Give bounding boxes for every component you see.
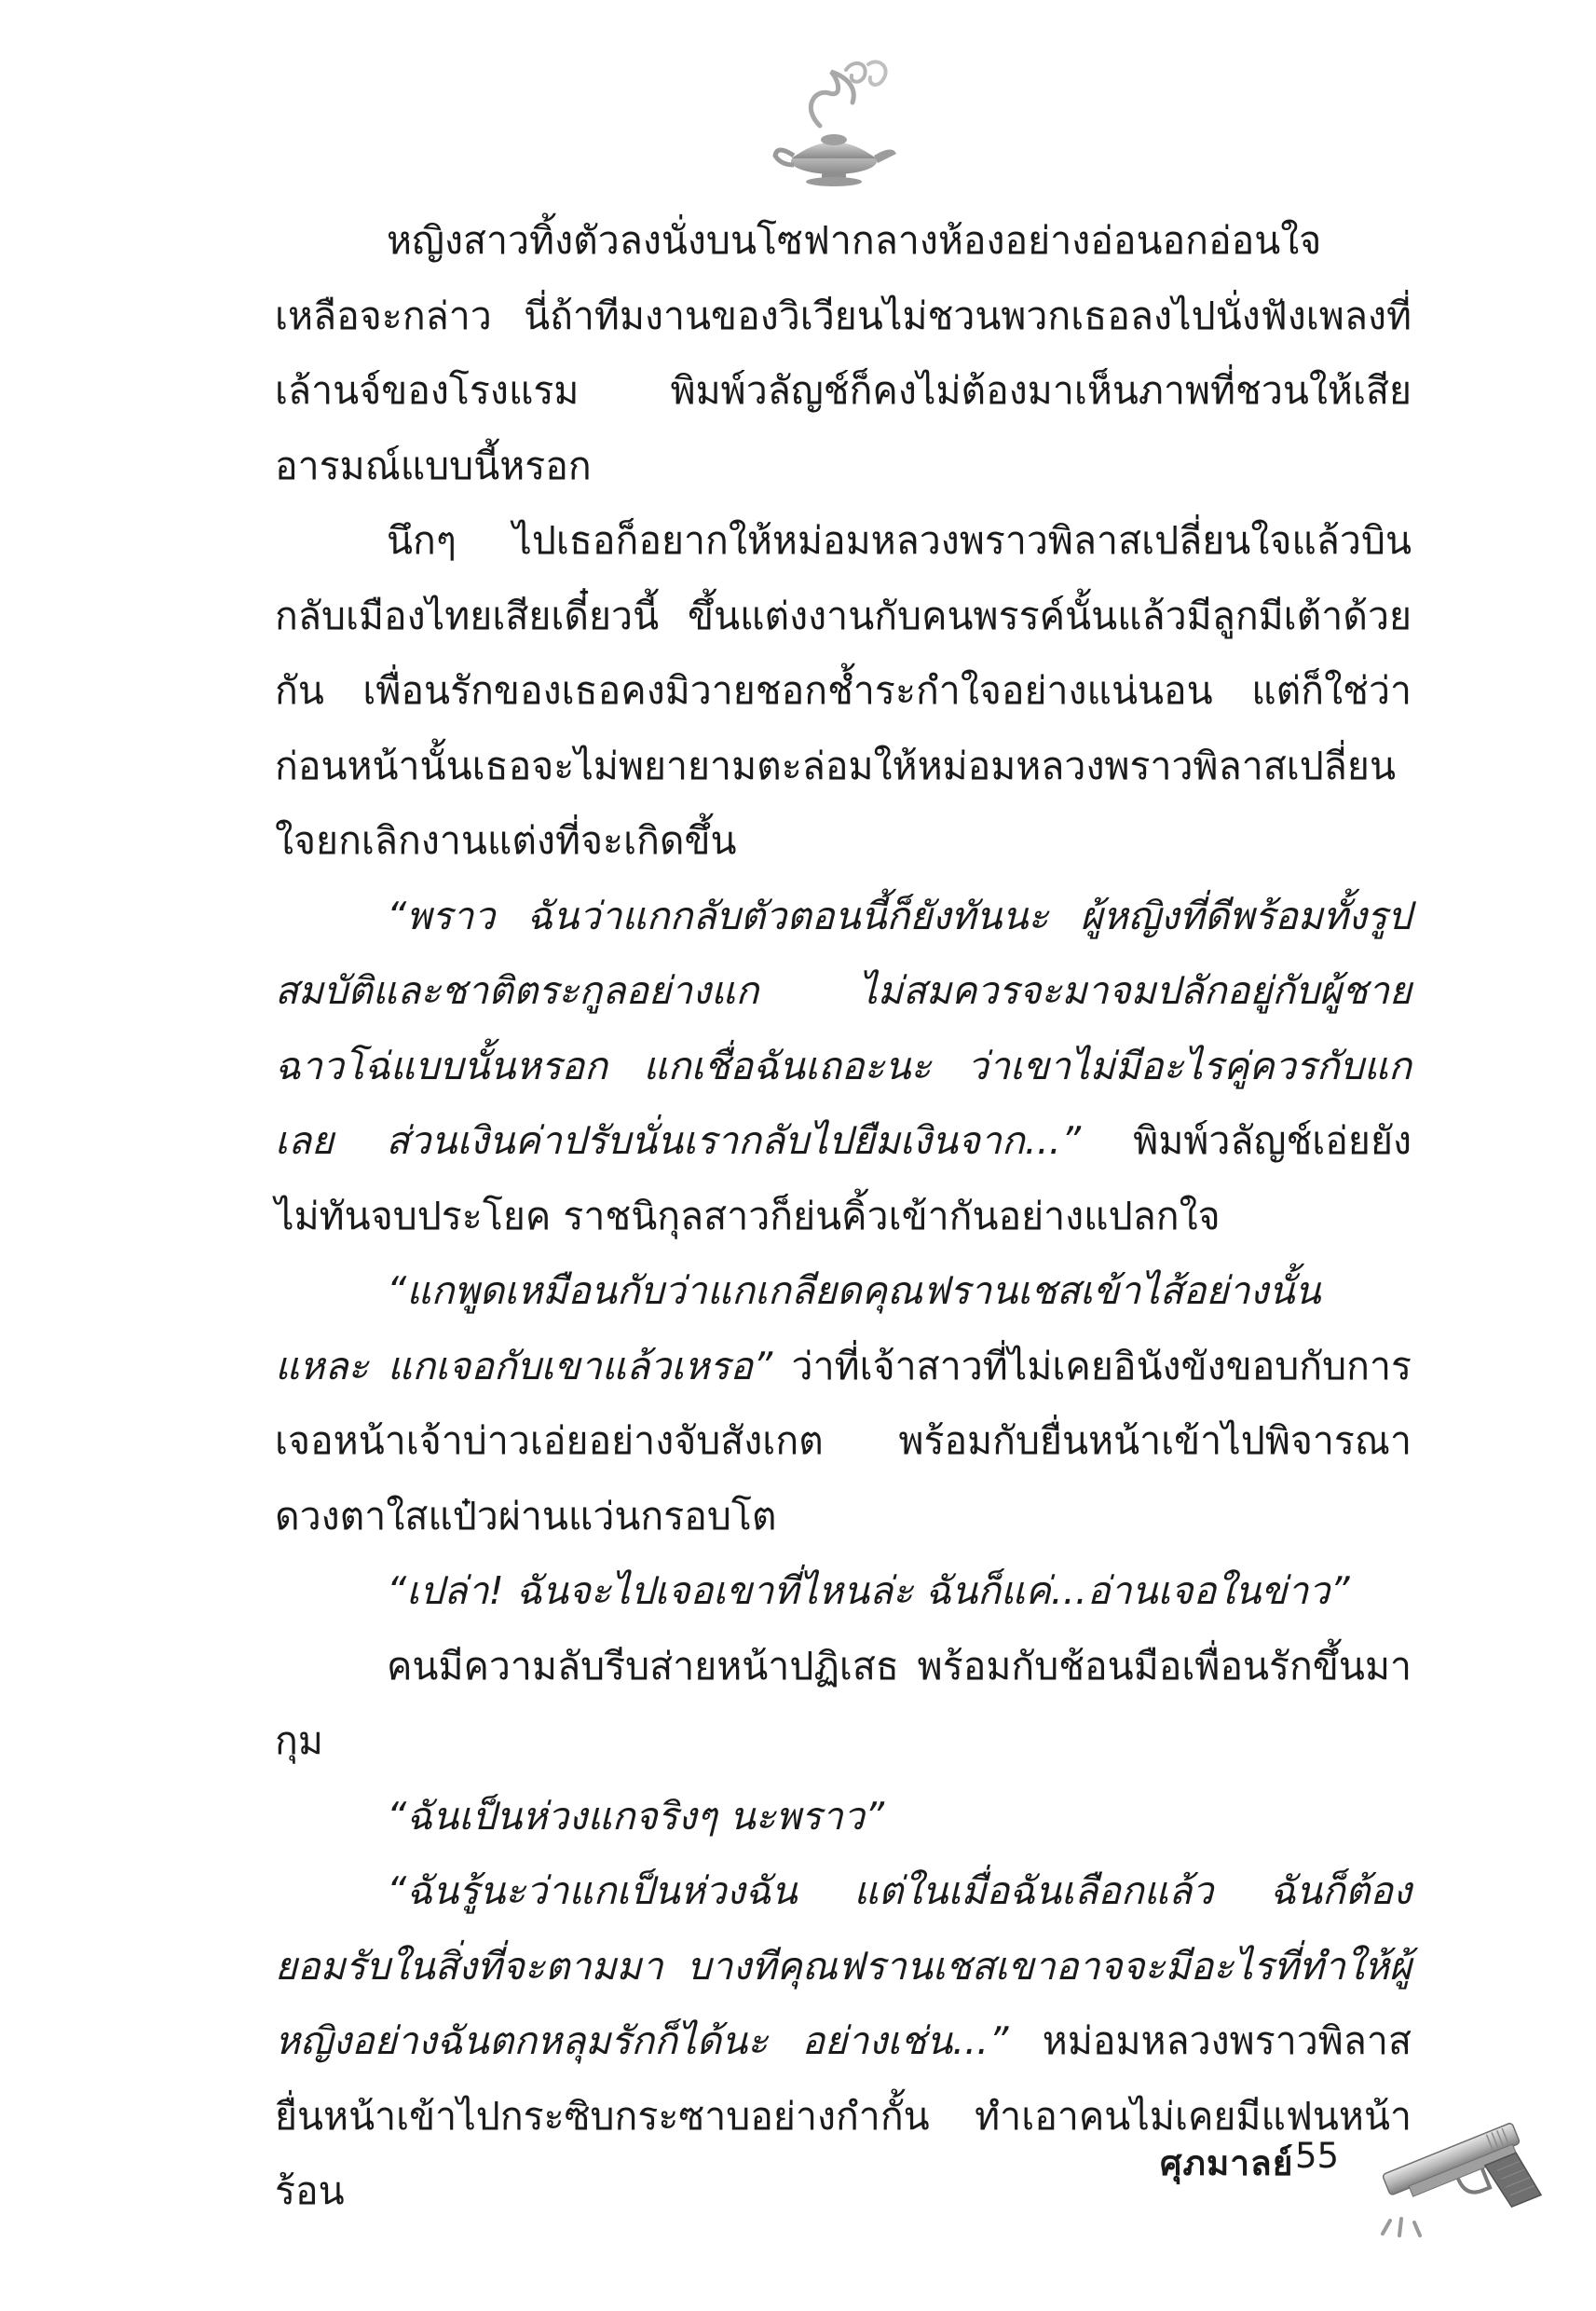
- dialogue-text: “แกพูดเหมือนกับว่าแกเกลียดคุณฟรานเชสเข้าไส้อย่างนั้นแหละ แกเจอกับเขาแล้วเหรอ”: [275, 1268, 1321, 1388]
- paragraph: [275, 1629, 1412, 1779]
- genie-lamp-ornament-icon: [764, 51, 904, 191]
- dialogue-text: “เปล่า! ฉันจะไปเจอเขาที่ไหนล่ะ ฉันก็แค่...อ่านเจอในข่าว”: [387, 1568, 1350, 1613]
- page-number: 55: [1295, 2136, 1340, 2176]
- narration-text: คนมีความลับรีบส่ายหน้าปฏิเสธ พร้อมกับช้อนมือเพื่อนรักขึ้นมากุม: [275, 1643, 1412, 1763]
- narration-text: ว่าที่เจ้าสาวที่ไม่เคยอินังขังขอบกับการเจอหน้าเจ้าบ่าวเอ่ยอย่างจับสังเกต พร้อมกับยื่นหน้าเข้าไปพิจารณาดวงตาใสแป๋วผ่านแว่นกรอบโต: [275, 1343, 1412, 1538]
- paragraph: [275, 1253, 1412, 1553]
- paragraph: [275, 1779, 1412, 1854]
- narration-text: หญิงสาวทิ้งตัวลงนั่งบนโซฟากลางห้องอย่างอ่อนอกอ่อนใจ เหลือจะกล่าว นี่ถ้าทีมงานของวิเวียนไม่ชวนพวกเธอลงไปนั่งฟังเพลงที่เล้านจ์ของโรงแรม พิมพ์วลัญช์ก็คงไม่ต้องมาเห็นภาพที่ชวนให้เสียอารมณ์แบบนี้หรอก: [275, 218, 1412, 488]
- footer-author: ศุภมาลย์: [1160, 2143, 1294, 2183]
- dialogue-text: “ฉันเป็นห่วงแกจริงๆ นะพราว”: [387, 1793, 885, 1839]
- body-text: [275, 203, 1412, 2229]
- narration-text: พิมพ์วลัญช์เอ่ยยังไม่ทันจบประโยค ราชนิกุลสาวก็ย่นคิ้วเข้ากันอย่างแปลกใจ: [275, 1118, 1412, 1238]
- paragraph: [275, 203, 1412, 503]
- narration-text: หม่อมหลวงพราวพิลาสยื่นหน้าเข้าไปกระซิบกระซาบอย่างกำกั้น ทำเอาคนไม่เคยมีแฟนหน้าร้อน: [275, 2018, 1412, 2213]
- paragraph: [275, 879, 1412, 1254]
- narration-text: นึกๆ ไปเธอก็อยากให้หม่อมหลวงพราวพิลาสเปลี่ยนใจแล้วบินกลับเมืองไทยเสียเดี๋ยวนี้ ขึ้นแต่งงานกับคนพรรค์นั้นแล้วมีลูกมีเต้าด้วยกัน เพื่อนรักของเธอคงมิวายชอกช้ำระกำใจอย่างแน่นอน แต่ก็ใช่ว่าก่อนหน้านั้นเธอจะไม่พยายามตะล่อมให้หม่อมหลวงพราวพิลาสเปลี่ยนใจยกเลิกงานแต่งที่จะเกิดขึ้น: [275, 518, 1412, 863]
- pistol-icon: [1370, 2101, 1547, 2241]
- paragraph: [275, 1553, 1412, 1629]
- dialogue-text: “พราว ฉันว่าแกกลับตัวตอนนี้ก็ยังทันนะ ผู้หญิงที่ดีพร้อมทั้งรูปสมบัติและชาติตระกูลอย่างแก ไม่สมควรจะมาจมปลักอยู่กับผู้ชายฉาวโฉ่แบบนั้นหรอก แกเชื่อฉันเถอะนะ ว่าเขาไม่มีอะไรคู่ควรกับแกเลย ส่วนเงินค่าปรับนั่นเรากลับไปยืมเงินจาก...”: [275, 893, 1412, 1163]
- dialogue-text: “ฉันรู้นะว่าแกเป็นห่วงฉัน แต่ในเมื่อฉันเลือกแล้ว ฉันก็ต้องยอมรับในสิ่งที่จะตามมา บางทีคุณฟรานเชสเขาอาจจะมีอะไรที่ทำให้ผู้หญิงอย่างฉันตกหลุมรักก็ได้นะ อย่างเช่น...”: [275, 1868, 1412, 2063]
- paragraph: [275, 503, 1412, 879]
